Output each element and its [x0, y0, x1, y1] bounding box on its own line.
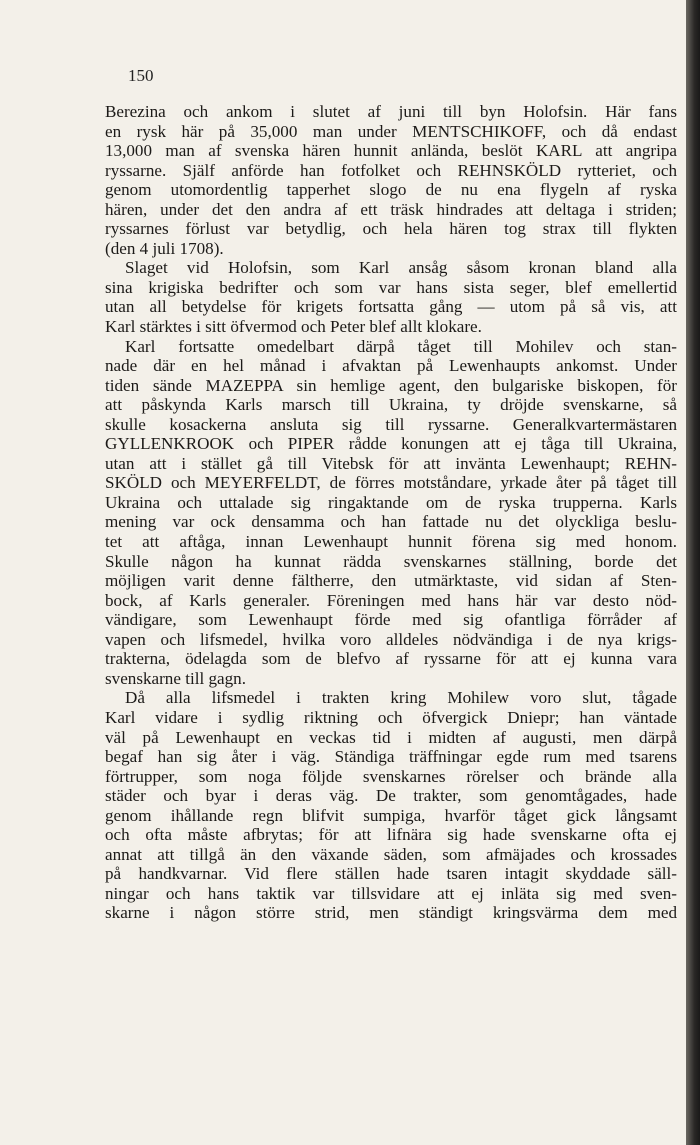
- text-line: ningar och hans taktik var tillsvidare att ej inläta sig med sven-: [105, 883, 677, 903]
- text-line: vapen och lifsmedel, hvilka voro alldeles nödvändiga i de nya krigs-: [105, 629, 677, 649]
- text-line: SKÖLD och MEYERFELDT, de förres motståndare, yrkade åter på tåget till: [105, 473, 677, 493]
- text-line: hären, under det den andra af ett träsk hindrades att deltaga i striden;: [105, 199, 677, 219]
- text-line: begaf han sig åter i väg. Ständiga träffningar egde rum med tsarens: [105, 747, 677, 767]
- text-line: sina krigiska bedrifter och som var hans sista seger, blef emellertid: [105, 277, 677, 297]
- text-line: städer och byar i deras väg. De trakter, som genomtågades, hade: [105, 786, 677, 806]
- text-line: genom utomordentlig tapperhet slogo de nu ena flygeln af ryska: [105, 180, 677, 200]
- text-line: skulle kosackerna ansluta sig till ryssarne. Generalkvartermästaren: [105, 414, 677, 434]
- text-line: vändigare, som Lewenhaupt förde med sig ofantliga förråder af: [105, 610, 677, 630]
- text-line: ryssarne. Själf anförde han fotfolket och REHNSKÖLD rytteriet, och: [105, 160, 677, 180]
- text-line: förtrupper, som noga följde svenskarnes rörelser och brände alla: [105, 766, 677, 786]
- page-edge-shadow: [686, 0, 700, 1145]
- text-line: väl på Lewenhaupt en veckas tid i midten af augusti, men därpå: [105, 727, 677, 747]
- text-line: en rysk här på 35,000 man under MENTSCHIKOFF, och då endast: [105, 121, 677, 141]
- text-line: Skulle någon ha kunnat rädda svenskarnes ställning, borde det: [105, 551, 677, 571]
- text-line: utan all betydelse för krigets fortsatta gång — utom på så vis, att: [105, 297, 677, 317]
- body-text: [105, 102, 677, 923]
- text-line: mening var ock densamma och han fattade nu det olyckliga beslu-: [105, 512, 677, 532]
- text-line: 13,000 man af svenska hären hunnit anlända, beslöt KARL att angripa: [105, 141, 677, 161]
- text-line: skarne i någon större strid, men ständigt kringsvärma dem med: [105, 903, 677, 923]
- text-line: ryssarnes förlust var betydlig, och hela hären tog strax till flykten: [105, 219, 677, 239]
- text-line: bock, af Karls generaler. Föreningen med hans här var desto nöd-: [105, 590, 677, 610]
- text-line: genom ihållande regn blifvit sumpiga, hvarför tåget gick långsamt: [105, 805, 677, 825]
- text-line: på handkvarnar. Vid flere ställen hade tsaren intagit skyddade säll-: [105, 864, 677, 884]
- text-line: och ofta måste afbrytas; för att lifnära sig hade svenskarne ofta ej: [105, 825, 677, 845]
- text-line: annat att tillgå än den växande säden, som afmäjades och krossades: [105, 844, 677, 864]
- text-line: Ukraina och uttalade sig ringaktande om de ryska trupperna. Karls: [105, 492, 677, 512]
- text-line: Då alla lifsmedel i trakten kring Mohilew voro slut, tågade: [125, 688, 677, 708]
- text-line: tet att aftåga, innan Lewenhaupt hunnit förena sig med honom.: [105, 532, 677, 552]
- text-line: att påskynda Karls marsch till Ukraina, ty dröjde svenskarne, så: [105, 395, 677, 415]
- text-line: trakterna, ödelagda som de blefvo af ryssarne för att ej kunna vara: [105, 649, 677, 669]
- text-line: (den 4 juli 1708).: [105, 238, 224, 258]
- text-line: Karl vidare i sydlig riktning och öfvergick Dniepr; han väntade: [105, 707, 677, 727]
- text-line: Slaget vid Holofsin, som Karl ansåg såsom kronan bland alla: [125, 258, 677, 278]
- text-line: GYLLENKROOK och PIPER rådde konungen att ej tåga till Ukraina,: [105, 434, 677, 454]
- text-line: Karl stärktes i sitt öfvermod och Peter blef allt klokare.: [105, 317, 482, 337]
- text-line: svenskarne till gagn.: [105, 668, 246, 688]
- text-line: möjligen varit denne fältherre, den utmärktaste, vid sidan af Sten-: [105, 571, 677, 591]
- text-line: Karl fortsatte omedelbart därpå tåget till Mohilev och stan-: [125, 336, 677, 356]
- text-line: nade där en hel månad i afvaktan på Lewenhaupts ankomst. Under: [105, 356, 677, 376]
- page-number: 150: [128, 66, 154, 85]
- text-line: tiden sände MAZEPPA sin hemlige agent, den bulgariske biskopen, för: [105, 375, 677, 395]
- text-line: utan att i stället gå till Vitebsk för att invänta Lewenhaupt; REHN-: [105, 453, 677, 473]
- text-line: Berezina och ankom i slutet af juni till byn Holofsin. Här fans: [105, 102, 677, 121]
